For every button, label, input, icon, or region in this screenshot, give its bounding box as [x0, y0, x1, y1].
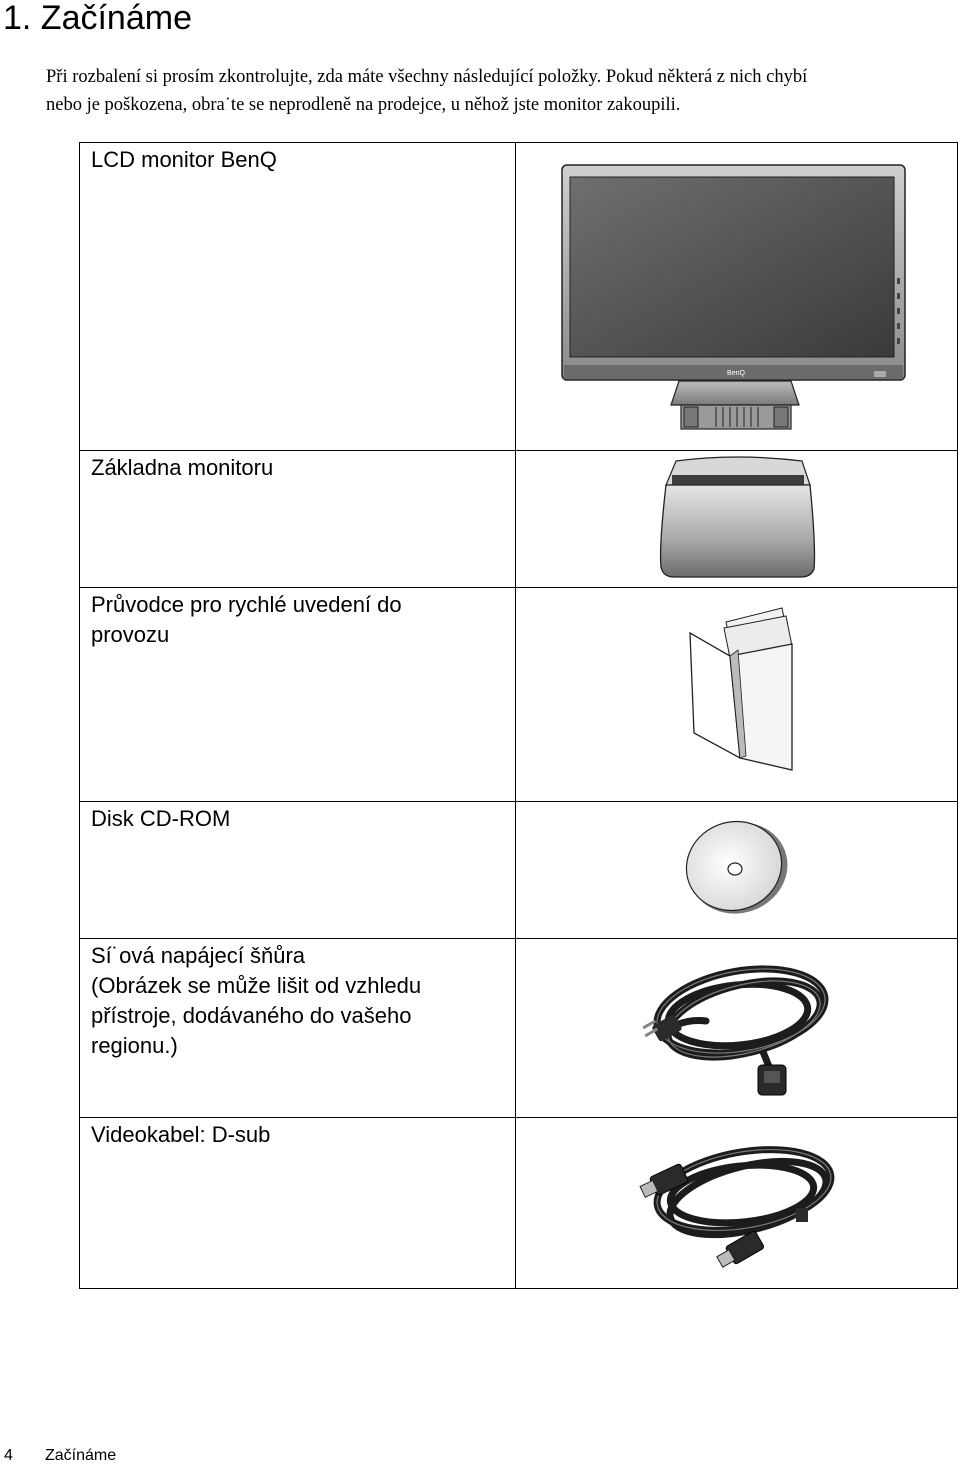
- item-image-cell: [516, 451, 958, 588]
- item-label-cell: [80, 802, 516, 939]
- item-label: Průvodce pro rychlé uvedení do: [91, 592, 402, 617]
- item-image-cell: [516, 939, 958, 1118]
- quick-start-guide-illustration: [516, 588, 959, 801]
- item-label: provozu: [91, 622, 170, 647]
- item-image-cell: [516, 143, 958, 451]
- monitor-base-illustration: [516, 451, 959, 587]
- intro-line: nebo je poškozena, obra˙te se neprodleně na prodejce, u něhož jste monitor zakoupili.: [46, 95, 681, 115]
- cd-rom-illustration: [516, 802, 959, 938]
- table-row: [80, 1118, 958, 1289]
- intro-line: Při rozbalení si prosím zkontrolujte, zda máte všechny následující položky. Pokud některá z nich chybí: [46, 67, 808, 87]
- lcd-monitor-illustration: [516, 143, 959, 450]
- footer-section-title: Začínáme: [45, 1447, 117, 1464]
- item-label-cell: [80, 1118, 516, 1289]
- d-sub-cable-illustration: [516, 1118, 959, 1288]
- item-image-cell: [516, 1118, 958, 1289]
- item-label: přístroje, dodávaného do vašeho: [91, 1003, 412, 1028]
- table-row: [80, 451, 958, 588]
- table-row: [80, 143, 958, 451]
- package-contents-table: [79, 142, 958, 1289]
- item-label: Sí˙ová napájecí šňůra: [91, 943, 306, 968]
- table-row: [80, 939, 958, 1118]
- monitor-brand-mark: BenQ: [727, 370, 745, 377]
- item-image-cell: [516, 588, 958, 802]
- item-label: Disk CD-ROM: [91, 806, 231, 831]
- table-row: [80, 588, 958, 802]
- item-label-cell: [80, 939, 516, 1118]
- item-label-cell: [80, 588, 516, 802]
- page-number: 4: [4, 1447, 13, 1464]
- intro-paragraph: [46, 63, 946, 119]
- item-label: Základna monitoru: [91, 455, 274, 480]
- page-title: 1. Začínáme: [3, 0, 192, 37]
- table-row: [80, 802, 958, 939]
- item-label-cell: [80, 143, 516, 451]
- item-image-cell: [516, 802, 958, 939]
- power-cord-illustration: [516, 939, 959, 1117]
- item-label: Videokabel: D-sub: [91, 1122, 271, 1147]
- item-label: LCD monitor BenQ: [91, 147, 277, 172]
- item-label-cell: [80, 451, 516, 588]
- item-label: regionu.): [91, 1033, 178, 1058]
- item-label: (Obrázek se může lišit od vzhledu: [91, 973, 422, 998]
